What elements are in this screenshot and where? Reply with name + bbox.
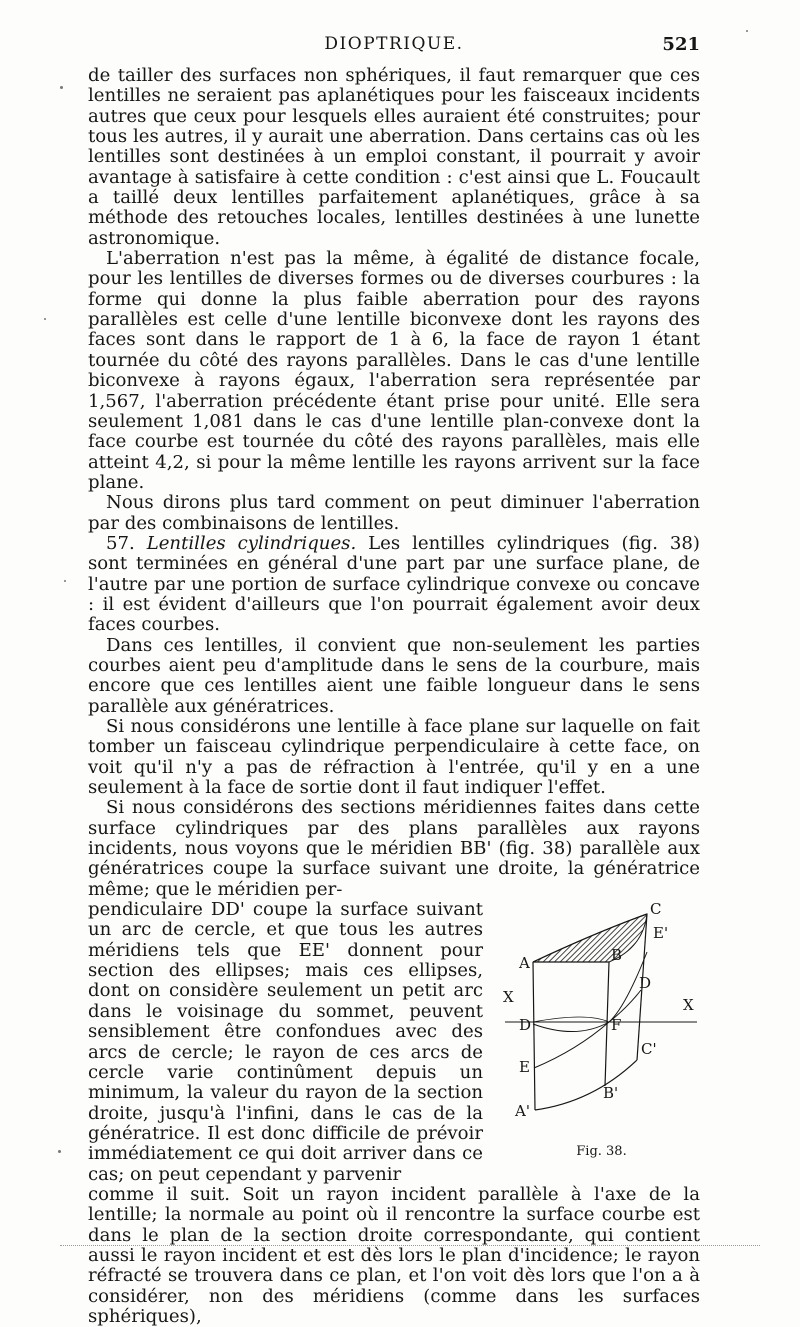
label-e-prime: E' bbox=[652, 924, 668, 943]
label-b-prime: B' bbox=[602, 1084, 618, 1103]
section-57-paragraph bbox=[88, 534, 700, 636]
scan-speck bbox=[746, 30, 748, 32]
scan-speck bbox=[64, 580, 66, 582]
scan-speck bbox=[60, 86, 63, 89]
lens-bottom-arc bbox=[535, 1060, 637, 1110]
section-title: Lentilles cylindriques. bbox=[146, 532, 357, 554]
body-text bbox=[88, 66, 700, 1327]
label-b: B bbox=[610, 946, 622, 965]
label-a: A bbox=[518, 954, 530, 973]
paragraph-incident-ray: comme il suit. Soit un rayon incident parallèle à l'axe de la lentille; la normale au point où il rencontre la surface courbe est dans le plan de la section droite correspondante, qui contient aussi le rayon incident et est dès lors le plan d'incidence; le rayon réfracté se trouvera dans ce plan, et l'on voit dès lors que l'on a à considérer, non des méridiens (comme dans les surfaces sphériques), bbox=[88, 1183, 700, 1327]
running-title: DIOPTRIQUE. bbox=[324, 34, 464, 54]
lens-left-edge bbox=[533, 962, 535, 1110]
bottom-scan-rule bbox=[60, 1245, 760, 1246]
section-number: 57. bbox=[106, 532, 135, 554]
meridian-ee bbox=[534, 952, 647, 1068]
paragraph-amplitude: Dans ces lentilles, il convient que non-seulement les parties courbes aient peu d'amplitude dans le sens de la courbure, mais encore que ces lentilles aient une faible longueur dans le sens parallèle aux génératrices. bbox=[88, 634, 700, 717]
page-number: 521 bbox=[662, 34, 700, 55]
label-d-left: D bbox=[518, 1016, 531, 1035]
meridian-dd bbox=[533, 990, 641, 1035]
label-c: C bbox=[649, 900, 661, 919]
section-first-paragraph: Les lentilles cylindriques (fig. 38) sont terminées en général d'une part par une surface plane, de l'autre par une portion de surface cylindrique convexe ou concave : il est évident d'ailleurs que l'on pourrait également avoir deux faces courbes. bbox=[88, 532, 700, 636]
figure-caption: Fig. 38. bbox=[576, 1144, 627, 1160]
hatched-lens-face bbox=[533, 914, 647, 965]
paragraph-combinations: Nous dirons plus tard comment on peut diminuer l'aberration par des combinaisons de lentilles. bbox=[88, 492, 700, 534]
label-x-right: X bbox=[682, 996, 694, 1015]
paragraph-plane-face: Si nous considérons une lentille à face plane sur laquelle on fait tomber un faisceau cylindrique perpendiculaire à cette face, on voit qu'il n'y a pas de réfraction à l'entrée, qu'il y en a une seulement à la face de sortie dont il faut indiquer l'effet. bbox=[88, 716, 700, 799]
paragraph-meridian-sections: Si nous considérons des sections méridiennes faites dans cette surface cylindriques par des plans parallèles aux rayons incidents, nous voyons que le méridien BB' (fig. 38) parallèle aux génératrices coupe la surface suivant une droite, la génératrice même; que le méridien per- bbox=[88, 797, 700, 900]
cylindrical-lens-diagram bbox=[497, 900, 697, 1138]
meridian-dd-lower bbox=[533, 1017, 609, 1022]
label-d-right: D bbox=[638, 974, 651, 993]
label-a-prime: A' bbox=[514, 1102, 530, 1121]
paragraph-aberration: L'aberration n'est pas la même, à égalité de distance focale, pour les lentilles de diverses formes ou de diverses courbures : la forme qui donne la plus faible aberration pour des rayons parallèles est celle d'une lentille biconvexe dont les rayons des faces sont dans le rapport de 1 à 6, la face de rayon 1 étant tournée du côté des rayons parallèles. Dans le cas d'une lentille biconvexe à rayons égaux, l'aberration sera représentée par 1,567, l'aberration précédente étant prise pour unité. Elle sera seulement 1,081 dans le cas d'une lentille plan-convexe dont la face courbe est tournée du côté des rayons parallèles, mais elle atteint 4,2, si pour la même lentille les rayons arrivent sur la face plane. bbox=[88, 248, 700, 493]
figure-wrap-zone bbox=[88, 900, 700, 1185]
paragraph-continuation: de tailler des surfaces non sphériques, il faut remarquer que ces lentilles ne seraient pas aplanétiques pour les faisceaux incidents autres que ceux pour lesquels elles auraient été construites; pour tous les autres, il y aurait une aberration. Dans certains cas où les lentilles sont destinées à un emploi constant, il pourrait y avoir avantage à satisfaire à cette condition : c'est ainsi que L. Foucault a taillé deux lentilles parfaitement aplanétiques, grâce à sa méthode des retouches locales, lentilles destinées à une lunette astronomique. bbox=[88, 65, 700, 249]
label-c-prime: C' bbox=[640, 1040, 657, 1059]
paragraph-meridian-continued: pendiculaire DD' coupe la surface suivant un arc de cercle, et que tous les autres méridiens tels que EE' donnent pour section des ellipses; mais ces ellipses, dont on considère seulement un petit arc dans le voisinage du sommet, peuvent sensiblement être confondues avec des arcs de cercle; le rayon de ces arcs de cercle varie continûment depuis un minimum, la valeur du rayon de la section droite, jusqu'à l'infini, dans le cas de la génératrice. Il est donc difficile de prévoir immédiatement ce qui doit arriver dans ce cas; on peut cependant y parvenir bbox=[88, 899, 483, 1185]
scan-speck bbox=[58, 1150, 61, 1153]
scan-speck bbox=[44, 318, 46, 320]
figure-38 bbox=[483, 900, 700, 1162]
label-f: F bbox=[610, 1016, 621, 1035]
label-e: E bbox=[518, 1058, 530, 1077]
label-x-left: X bbox=[502, 988, 514, 1007]
page-header bbox=[88, 34, 700, 64]
